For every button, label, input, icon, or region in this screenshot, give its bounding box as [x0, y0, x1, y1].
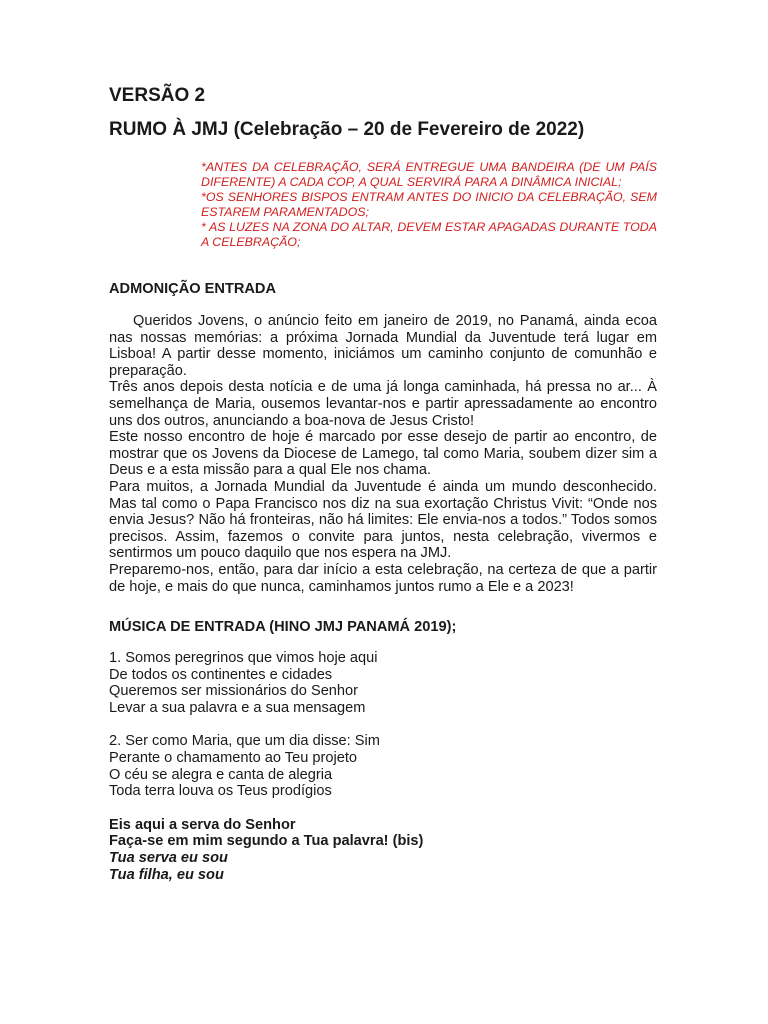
lyric-line: 2. Ser como Maria, que um dia disse: Sim	[109, 733, 380, 750]
lyric-line: 1. Somos peregrinos que vimos hoje aqui	[109, 650, 378, 667]
lyric-line: Toda terra louva os Teus prodígios	[109, 783, 332, 800]
lyric-line: Perante o chamamento ao Teu projeto	[109, 750, 357, 767]
celebration-title: RUMO À JMJ (Celebração – 20 de Fevereiro de 2022)	[109, 119, 585, 140]
admonition-text	[109, 313, 657, 595]
entrance-music-heading: MÚSICA DE ENTRADA (HINO JMJ PANAMÁ 2019);	[109, 619, 457, 636]
lyric-line: Queremos ser missionários do Senhor	[109, 683, 359, 700]
admonition-paragraph: Para muitos, a Jornada Mundial da Juventude é ainda um mundo desconhecido. Mas tal como o Papa Francisco nos diz na sua exortação Christus Vivit: “Onde nos envia Jesus? Não há fronteiras, não há limites: Ele envia-nos a todos.” Todos somos precisos. Assim, fazemos o convite para juntos, nesta celebração, vivermos e sentirmos um pouco daquilo que nos espera na JMJ.	[109, 478, 657, 562]
preliminary-notes	[201, 160, 657, 250]
note-flag: *ANTES DA CELEBRAÇÃO, SERÁ ENTREGUE UMA BANDEIRA (DE UM PAÍS DIFERENTE) A CADA COP, A QUAL SERVIRÁ PARA A DINÂMICA INICIAL;	[201, 160, 657, 189]
chorus-line: Tua filha, eu sou	[109, 866, 224, 883]
version-title: VERSÃO 2	[109, 85, 206, 106]
hymn-lyrics	[109, 650, 657, 883]
admonition-paragraph: Queridos Jovens, o anúncio feito em janeiro de 2019, no Panamá, ainda ecoa nas nossas memórias: a próxima Jornada Mundial da Juventude terá lugar em Lisboa! A partir desse momento, iniciámos um caminho conjunto de comunhão e preparação.	[109, 313, 657, 379]
note-bishops: *OS SENHORES BISPOS ENTRAM ANTES DO INICIO DA CELEBRAÇÃO, SEM ESTAREM PARAMENTADOS;	[201, 190, 657, 219]
admonition-paragraph: Três anos depois desta notícia e de uma já longa caminhada, há pressa no ar... À semelhança de Maria, ousemos levantar-nos e partir apressadamente ao encontro uns dos outros, anunciando a boa-nova de Jesus Cristo!	[109, 379, 657, 429]
stanza-1	[109, 650, 657, 716]
lyric-line: O céu se alegra e canta de alegria	[109, 766, 333, 783]
chorus-line: Faça-se em mim segundo a Tua palavra! (bis)	[109, 833, 424, 850]
chorus-line: Tua serva eu sou	[109, 850, 228, 867]
lyric-line: Levar a sua palavra e a sua mensagem	[109, 699, 366, 716]
admonition-heading: ADMONIÇÃO ENTRADA	[109, 281, 277, 297]
chorus	[109, 817, 657, 883]
stanza-2	[109, 733, 657, 799]
lyric-line: De todos os continentes e cidades	[109, 666, 333, 683]
admonition-paragraph: Preparemo-nos, então, para dar início a esta celebração, na certeza de que a partir de hoje, e mais do que nunca, caminhamos juntos rumo a Ele e a 2023!	[109, 561, 657, 595]
document-page	[109, 84, 657, 883]
chorus-line: Eis aqui a serva do Senhor	[109, 816, 296, 833]
note-lights: * AS LUZES NA ZONA DO ALTAR, DEVEM ESTAR APAGADAS DURANTE TODA A CELEBRAÇÃO;	[201, 220, 657, 249]
admonition-paragraph: Este nosso encontro de hoje é marcado por esse desejo de partir ao encontro, de mostrar que os Jovens da Diocese de Lamego, tal como Maria, soubem dizer sim a Deus e a esta missão para a qual Ele nos chama.	[109, 429, 657, 479]
